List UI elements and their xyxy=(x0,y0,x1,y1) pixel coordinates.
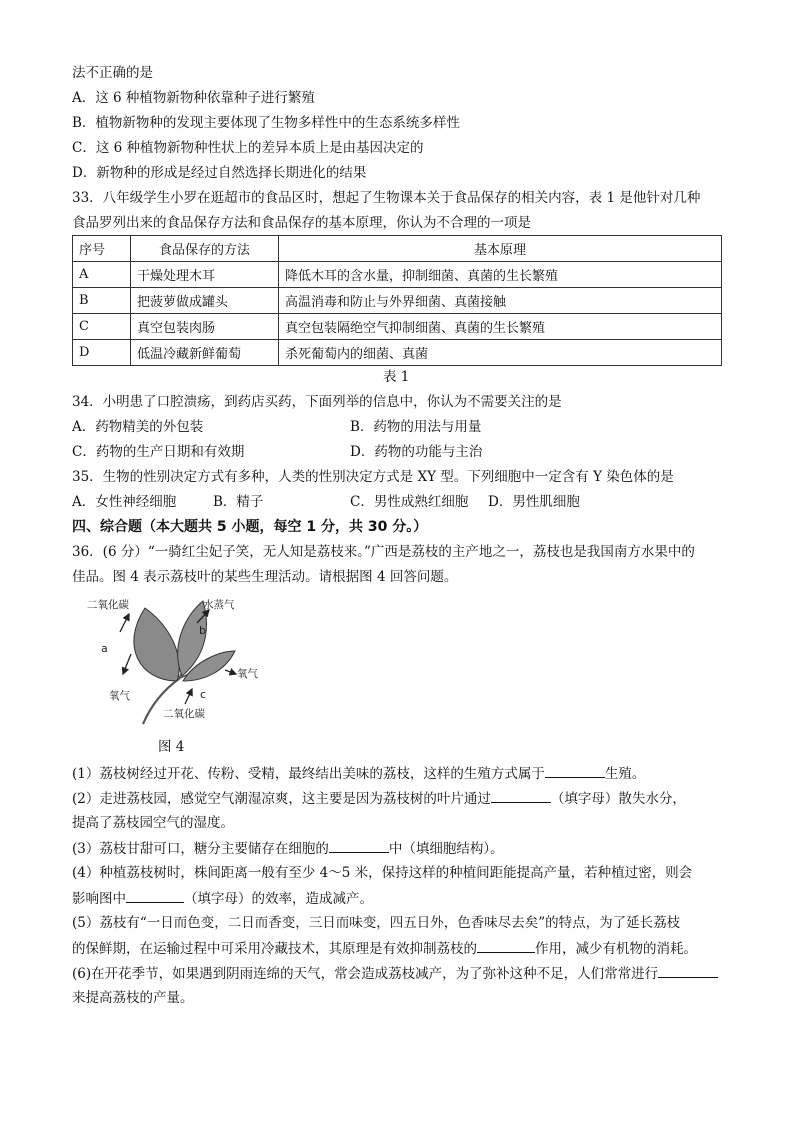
table-row xyxy=(73,314,722,340)
sub5-text-end: 作用，减少有机物的消耗。 xyxy=(535,941,697,957)
q32-option-b: B．植物新物种的发现主要体现了生物多样性中的生态系统多样性 xyxy=(72,115,460,131)
table-cell: 降低木耳的含水量，抑制细菌、真菌的生长繁殖 xyxy=(279,262,722,288)
q36-sub5 xyxy=(72,938,724,959)
q36-sub5-line1: (5）荔枝有“一日而色变，二日而香变，三日而味变，四五日外，色香味尽去矣”的特点，为了延长荔枝 xyxy=(72,915,681,931)
q36-sub4 xyxy=(72,888,724,909)
sub2-text: (2）走进荔枝园，感觉空气潮湿凉爽，这主要是因为荔枝树的叶片通过 xyxy=(72,791,491,807)
lychee-leaf-figure xyxy=(85,596,265,726)
answer-blank-2[interactable] xyxy=(491,788,551,803)
q34-stem: 34．小明患了口腔溃疡，到药店买药，下面列举的信息中，你认为不需要关注的是 xyxy=(72,394,562,410)
q36-stem-line2: 佳品。图 4 表示荔枝叶的某些生理活动。请根据图 4 回答问题。 xyxy=(72,569,458,585)
table-cell: D xyxy=(73,340,131,366)
q35-option-c: C．男性成熟红细胞 xyxy=(350,494,469,510)
arrow-co2-in xyxy=(185,689,192,704)
q35-option-a: A．女性神经细胞 xyxy=(72,494,177,510)
sub4-text-end: （填字母）的效率，造成减产。 xyxy=(184,891,373,907)
q33-stem-line1: 33．八年级学生小罗在逛超市的食品区时，想起了生物课本关于食品保存的相关内容，表 1 是他针对几种 xyxy=(72,190,701,206)
table-row xyxy=(73,262,722,288)
answer-blank-5[interactable] xyxy=(477,938,535,953)
label-o2-right: 氧气 xyxy=(237,668,258,680)
label-a: a xyxy=(101,642,108,655)
label-water-vapor: 水蒸气 xyxy=(203,599,235,611)
q36-sub4-line1: (4）种植荔枝树时，株间距离一般有至少 4～5 米，保持这样的种植间距能提高产量，若种植过密，则会 xyxy=(72,865,693,881)
label-c: c xyxy=(200,688,207,701)
table-cell: 高温消毒和防止与外界细菌、真菌接触 xyxy=(279,288,722,314)
label-co2-bottom: 二氧化碳 xyxy=(163,708,205,720)
q34-option-c: C．药物的生产日期和有效期 xyxy=(72,444,245,460)
q33-stem-line2: 食品罗列出来的食品保存方法和食品保存的基本原理，你认为不合理的一项是 xyxy=(72,215,531,231)
sub1-text: (1）荔枝树经过开花、传粉、受精，最终结出美味的荔枝，这样的生殖方式属于 xyxy=(72,766,545,782)
table-header: 序号 xyxy=(73,236,131,262)
food-preservation-table xyxy=(72,235,722,366)
q36-sub3 xyxy=(72,838,724,859)
sub2-text-end: （填字母）散失水分， xyxy=(550,791,686,807)
sub1-text-end: 生殖。 xyxy=(604,766,646,782)
table-cell: 干燥处理木耳 xyxy=(131,262,279,288)
table-row xyxy=(73,340,722,366)
q32-option-d: D．新物种的形成是经过自然选择长期进化的结果 xyxy=(72,165,367,181)
q36-sub2-line2: 提高了荔枝园空气的湿度。 xyxy=(72,815,234,831)
q32-stem-end: 法不正确的是 xyxy=(72,65,153,81)
q36-stem-line1: 36．(6 分）“一骑红尘妃子笑，无人知是荔枝来。”广西是荔枝的主产地之一，荔枝也是我国南方水果中的 xyxy=(72,544,695,560)
table-row xyxy=(73,288,722,314)
sub4-text: 影响图中 xyxy=(72,891,126,907)
table-cell: A xyxy=(73,262,131,288)
q35-stem: 35．生物的性别决定方式有多种，人类的性别决定方式是 XY 型。下列细胞中一定含有 Y 染色体的是 xyxy=(72,469,674,485)
sub3-text: (3）荔枝甘甜可口，糖分主要储存在细胞的 xyxy=(72,841,329,857)
q36-sub1 xyxy=(72,763,724,784)
label-o2-left: 氧气 xyxy=(109,690,130,702)
table-cell: 低温冷藏新鲜葡萄 xyxy=(131,340,279,366)
q35-option-d: D．男性肌细胞 xyxy=(488,494,580,510)
table-cell: 真空包装肉肠 xyxy=(131,314,279,340)
table-cell: 真空包装隔绝空气抑制细菌、真菌的生长繁殖 xyxy=(279,314,722,340)
q36-sub6-line2: 来提高荔枝的产量。 xyxy=(72,990,194,1006)
table-caption: 表 1 xyxy=(383,369,410,385)
q36-sub2 xyxy=(72,788,724,809)
q36-sub6 xyxy=(72,963,724,984)
label-b: b xyxy=(199,624,206,637)
leaf-left xyxy=(134,608,179,681)
arrow-o2-out xyxy=(225,670,236,674)
table-header-row xyxy=(73,236,722,262)
answer-blank-4[interactable] xyxy=(126,888,184,903)
table-header: 基本原理 xyxy=(279,236,722,262)
table-cell: 把菠萝做成罐头 xyxy=(131,288,279,314)
q34-option-a: A．药物精美的外包装 xyxy=(72,419,204,435)
sub5-text: 的保鲜期，在运输过程中可采用冷藏技术，其原理是有效抑制荔枝的 xyxy=(72,941,477,957)
label-co2-top: 二氧化碳 xyxy=(87,599,129,611)
sub6-text: (6)在开花季节，如果遇到阴雨连绵的天气，常会造成荔枝减产，为了弥补这种不足，人们常常进行 xyxy=(72,966,659,982)
arrow-co2-out xyxy=(120,614,129,632)
arrow-o2-in xyxy=(123,654,131,674)
answer-blank-6[interactable] xyxy=(658,963,718,978)
sub3-text-end: 中（填细胞结构）。 xyxy=(388,841,504,857)
table-cell: B xyxy=(73,288,131,314)
answer-blank-3[interactable] xyxy=(329,838,389,853)
q35-option-b: B．精子 xyxy=(213,494,264,510)
figure-caption: 图 4 xyxy=(158,739,185,755)
q32-option-a: A．这 6 种植物新物种依靠种子进行繁殖 xyxy=(72,90,315,106)
q34-option-b: B．药物的用法与用量 xyxy=(350,419,482,435)
table-cell: C xyxy=(73,314,131,340)
section-heading: 四、综合题（本大题共 5 小题，每空 1 分，共 30 分。） xyxy=(72,519,428,535)
answer-blank-1[interactable] xyxy=(545,763,605,778)
q34-option-d: D．药物的功能与主治 xyxy=(350,444,483,460)
q32-option-c: C．这 6 种植物新物种性状上的差异本质上是由基因决定的 xyxy=(72,140,424,156)
table-header: 食品保存的方法 xyxy=(131,236,279,262)
table-cell: 杀死葡萄内的细菌、真菌 xyxy=(279,340,722,366)
